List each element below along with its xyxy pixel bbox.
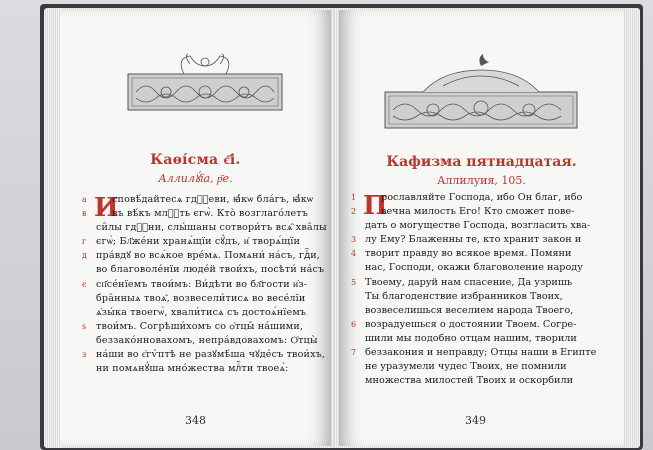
page-number: 348 (185, 414, 206, 427)
psalm-subheading: Аллилуия, 105. (437, 174, 526, 187)
text-line (351, 247, 601, 261)
line-text: пра́вдꙋ во всѧ́кое вре́мѧ. Помѧни́ на́съ, гдⷭ҇и, (96, 250, 320, 262)
kathisma-heading: Каѳі́сма є҃і. (150, 152, 241, 168)
russian-translation-text (351, 191, 601, 388)
line-text: беззакония и неправду; Отцы наши в Египте (365, 347, 597, 359)
verse-number: 2 (351, 207, 357, 217)
verse-number: а (82, 195, 87, 204)
text-line (82, 249, 320, 263)
right-page (339, 10, 624, 446)
line-text: возвеселишься веселием народа Твоего, (365, 304, 574, 316)
text-line (365, 261, 601, 275)
text-line (365, 290, 601, 304)
line-text: шили мы подобно отцам нашим, творили (365, 332, 577, 344)
verse-number: 3 (351, 235, 357, 245)
line-text: не уразумели чудес Твоих, не помнили (365, 361, 567, 373)
left-page (60, 10, 331, 446)
verse-number: є (82, 279, 87, 289)
text-line (351, 346, 601, 360)
verse-number: 5 (351, 277, 357, 287)
text-line (365, 360, 601, 374)
line-text: на́ши во є҆гѵ́птѣ не разꙋмѣ́ша чꙋде́съ твои́хъ, (96, 349, 326, 361)
line-text: нас, Господи, окажи благоволение народу (365, 262, 583, 274)
text-line (96, 334, 318, 348)
verse-number: ѕ (82, 321, 87, 331)
text-line (96, 306, 318, 320)
line-text: твои́мъ. Согрѣши́хомъ со ѻ҆тцы̑ на́шими, (96, 320, 304, 332)
drop-cap: И (94, 193, 119, 223)
text-line (96, 292, 318, 306)
verse-number: 1 (351, 193, 357, 202)
text-line (351, 205, 601, 219)
psalm-subheading: Аллилꙋ́їа, р҃е. (158, 172, 233, 185)
verse-number: 6 (351, 319, 357, 329)
line-text: єгѡ̀; Бл҃же́ни хранѧ́щїи сꙋ́дъ, и҆ творѧ́щїи (96, 236, 301, 248)
floral-headpiece-icon (126, 52, 284, 112)
line-text: Ты благоденствие избранников Твоих, (365, 290, 563, 302)
text-line (96, 263, 325, 277)
verse-number: д (82, 251, 88, 261)
verse-number: 4 (351, 249, 357, 259)
line-text: лу Ему? Блаженны те, кто хранит закон и (365, 234, 582, 246)
floral-headpiece-icon (383, 52, 579, 130)
text-line (82, 348, 326, 362)
text-line (82, 320, 318, 334)
text-line (96, 221, 327, 235)
verse-number: в (82, 209, 87, 219)
text-line (351, 191, 601, 205)
church-slavonic-text (82, 193, 327, 376)
verse-number: г (82, 237, 87, 247)
text-line (82, 193, 318, 207)
page-number: 349 (465, 414, 486, 427)
text-line (365, 332, 601, 346)
line-text: ѧ҆зы́ка твоегѡ̀, хвали́тисѧ съ достоѧ́нїемъ (96, 306, 307, 318)
line-text: дать о могуществе Господа, возгласить хва- (365, 220, 591, 232)
line-text: вечна милость Его! Кто сможет пове- (381, 206, 575, 218)
line-text: рославляйте Господа, ибо Он благ, ибо (381, 192, 583, 203)
text-line (82, 235, 318, 249)
line-text: Твоему, даруй нам спасение, Да узришь (365, 276, 573, 288)
line-text: творит правду во всякое время. Помяни (365, 248, 572, 260)
text-line (82, 278, 318, 292)
line-text: множества милостей Твоих и оскорбили (365, 375, 574, 387)
text-line (351, 233, 601, 247)
line-text: сп҃се́нїемъ твои́мъ: Ви́дѣти во бл҃гости и҆з- (96, 278, 308, 290)
line-text: возрадуешься о достоянии Твоем. Согре- (365, 318, 577, 330)
line-text: ни помѧнꙋ́ша мно́жества млⷭ҇ти твоеѧ̀: (96, 363, 289, 375)
line-text: сповѣ́дайтесѧ гдⷭ҇еви, ꙗ҆́кѡ бла́гъ, ꙗ҆́кѡ (112, 194, 314, 205)
text-line (82, 207, 318, 221)
line-text: во благоволе́нїи люде́й твои́хъ, посѣти́ на́съ (96, 264, 325, 276)
line-text: бра̑нныѧ твоѧ̑, возвесели́тисѧ во весе́лїи (96, 292, 306, 304)
verse-number: 7 (351, 348, 357, 358)
line-text: си̑лы гдⷭ҇ни, слы́шаны сотвори́тъ всѧ̑ хва̑лы (96, 222, 327, 234)
kathisma-heading: Кафизма пятнадцатая. (386, 154, 577, 170)
line-text: беззако́нновахомъ, непра́вдовахомъ: Ѻ҆тцы̀ (96, 334, 318, 346)
verse-number: з (82, 350, 87, 360)
text-line (365, 374, 601, 388)
text-line (365, 304, 601, 318)
text-line (351, 318, 601, 332)
line-text: въ вѣ́къ млⷭ҇ть єгѡ̀. Кто̀ возглаго́летъ (112, 208, 309, 220)
drop-cap: П (363, 191, 388, 221)
text-line (351, 276, 601, 290)
text-line (96, 362, 318, 376)
text-line (365, 219, 601, 233)
